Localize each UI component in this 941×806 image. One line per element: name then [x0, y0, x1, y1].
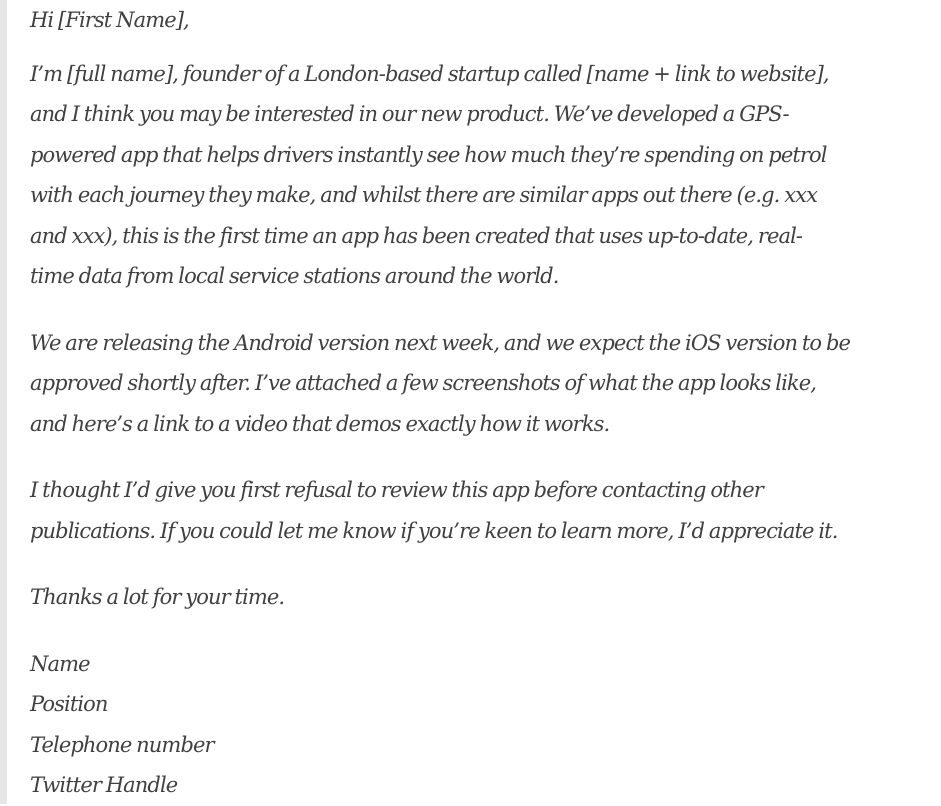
paragraph-line: powered app that helps drivers instantly see how much they’re spending on petrol — [30, 142, 827, 167]
paragraph-spacer — [30, 551, 930, 577]
paragraph-line: I thought I’d give you first refusal to review this app before contacting other — [30, 478, 763, 502]
signature-telephone: Telephone number — [30, 732, 214, 757]
paragraph-line: I’m [full name], founder of a London-based startup called [name + link to website], — [30, 61, 829, 86]
signature-position: Position — [30, 692, 108, 716]
paragraph-spacer — [30, 41, 930, 54]
paragraph-line: publications. If you could let me know if you’re keen to learn more, I’d appreciate it. — [30, 518, 838, 543]
paragraph-introduction — [30, 54, 930, 297]
closing-line: Thanks a lot for your time. — [30, 585, 285, 609]
paragraph-line: with each journey they make, and whilst there are similar apps out there (e.g. xxx — [30, 183, 818, 207]
paragraph-line: approved shortly after. I’ve attached a few screenshots of what the app looks like, — [30, 371, 817, 395]
paragraph-line: and here’s a link to a video that demos exactly how it works. — [30, 411, 610, 436]
paragraph-release — [30, 323, 930, 445]
paragraph-line: time data from local service stations around the world. — [30, 264, 559, 288]
paragraph-spacer — [30, 297, 930, 323]
left-border-rule — [0, 0, 7, 804]
paragraph-line: and xxx), this is the first time an app has been created that uses up-to-date, real- — [30, 223, 803, 248]
paragraph-spacer — [30, 444, 930, 470]
email-letter-body — [30, 0, 930, 806]
paragraph-spacer — [30, 618, 930, 644]
signature-name: Name — [30, 651, 90, 676]
signature-twitter-handle: Twitter Handle — [30, 773, 178, 797]
paragraph-line: and I think you may be interested in our new product. We’ve developed a GPS- — [30, 102, 789, 126]
paragraph-request — [30, 470, 930, 551]
signature-block — [30, 644, 930, 806]
paragraph-line: We are releasing the Android version next week, and we expect the iOS version to be — [30, 330, 851, 355]
greeting: Hi [First Name], — [30, 8, 189, 32]
